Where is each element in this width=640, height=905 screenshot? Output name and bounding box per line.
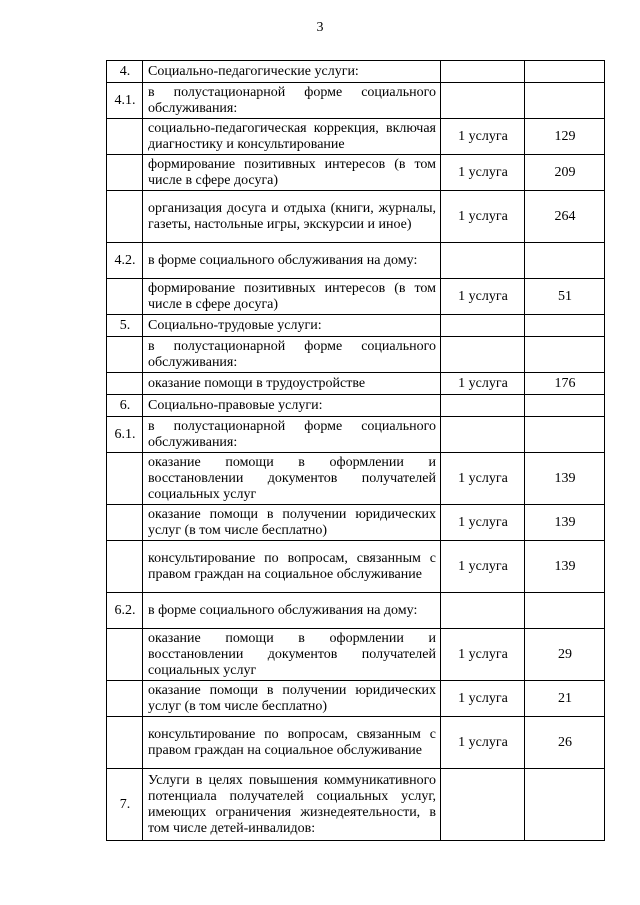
tariff-value: 26 <box>525 717 605 769</box>
tariff-value <box>525 83 605 119</box>
row-number: 4.1. <box>107 83 143 119</box>
service-name: в полустационарной форме социального обслуживания: <box>143 417 441 453</box>
tariff-value <box>525 593 605 629</box>
row-number: 5. <box>107 315 143 337</box>
service-name: оказание помощи в получении юридических услуг (в том числе бесплатно) <box>143 505 441 541</box>
unit-cell: 1 услуга <box>441 373 525 395</box>
service-name: оказание помощи в оформлении и восстановлении документов получателей социальных услуг <box>143 453 441 505</box>
unit-cell: 1 услуга <box>441 155 525 191</box>
unit-cell: 1 услуга <box>441 453 525 505</box>
unit-cell: 1 услуга <box>441 279 525 315</box>
tariff-value: 139 <box>525 453 605 505</box>
row-number <box>107 373 143 395</box>
service-name: оказание помощи в получении юридических услуг (в том числе бесплатно) <box>143 681 441 717</box>
tariff-value <box>525 61 605 83</box>
service-name: оказание помощи в трудоустройстве <box>143 373 441 395</box>
row-number <box>107 453 143 505</box>
row-number <box>107 337 143 373</box>
service-name: в полустационарной форме социального обслуживания: <box>143 337 441 373</box>
table-row <box>107 629 605 681</box>
unit-cell: 1 услуга <box>441 191 525 243</box>
service-name: формирование позитивных интересов (в том числе в сфере досуга) <box>143 155 441 191</box>
unit-cell: 1 услуга <box>441 629 525 681</box>
table-row <box>107 373 605 395</box>
table-row <box>107 717 605 769</box>
table-row <box>107 61 605 83</box>
unit-cell <box>441 315 525 337</box>
service-name: в форме социального обслуживания на дому: <box>143 243 441 279</box>
service-name: в форме социального обслуживания на дому: <box>143 593 441 629</box>
tariff-value: 209 <box>525 155 605 191</box>
service-name: Социально-педагогические услуги: <box>143 61 441 83</box>
service-name: Услуги в целях повышения коммуникативного потенциала получателей социальных услуг, имеющих ограничения жизнедеятельности, в том числе детей-инвалидов: <box>143 769 441 841</box>
row-number: 7. <box>107 769 143 841</box>
services-table <box>106 60 605 841</box>
table-row <box>107 541 605 593</box>
tariff-value <box>525 769 605 841</box>
row-number <box>107 717 143 769</box>
table-row <box>107 593 605 629</box>
tariff-value: 21 <box>525 681 605 717</box>
row-number <box>107 541 143 593</box>
service-name: организация досуга и отдыха (книги, журналы, газеты, настольные игры, экскурсии и иное) <box>143 191 441 243</box>
page-number: 3 <box>316 20 324 35</box>
unit-cell <box>441 337 525 373</box>
row-number <box>107 279 143 315</box>
service-name: оказание помощи в оформлении и восстановлении документов получателей социальных услуг <box>143 629 441 681</box>
unit-cell <box>441 417 525 453</box>
table-row <box>107 279 605 315</box>
row-number <box>107 191 143 243</box>
table-row <box>107 505 605 541</box>
row-number: 6.2. <box>107 593 143 629</box>
service-name: формирование позитивных интересов (в том числе в сфере досуга) <box>143 279 441 315</box>
row-number <box>107 119 143 155</box>
service-name: консультирование по вопросам, связанным с правом граждан на социальное обслуживание <box>143 541 441 593</box>
service-name: Социально-правовые услуги: <box>143 395 441 417</box>
table-row <box>107 395 605 417</box>
unit-cell: 1 услуга <box>441 505 525 541</box>
table-row <box>107 337 605 373</box>
row-number: 6. <box>107 395 143 417</box>
unit-cell <box>441 61 525 83</box>
tariff-value: 51 <box>525 279 605 315</box>
unit-cell: 1 услуга <box>441 681 525 717</box>
table-row <box>107 243 605 279</box>
table-row <box>107 417 605 453</box>
table-row <box>107 681 605 717</box>
tariff-value: 129 <box>525 119 605 155</box>
table-row <box>107 191 605 243</box>
tariff-value <box>525 315 605 337</box>
row-number <box>107 681 143 717</box>
tariff-value <box>525 417 605 453</box>
unit-cell <box>441 593 525 629</box>
table-row <box>107 155 605 191</box>
row-number <box>107 629 143 681</box>
tariff-value: 139 <box>525 505 605 541</box>
unit-cell <box>441 243 525 279</box>
tariff-value <box>525 243 605 279</box>
table-row <box>107 315 605 337</box>
unit-cell: 1 услуга <box>441 119 525 155</box>
service-name: Социально-трудовые услуги: <box>143 315 441 337</box>
table-row <box>107 83 605 119</box>
unit-cell <box>441 769 525 841</box>
tariff-value: 139 <box>525 541 605 593</box>
unit-cell <box>441 395 525 417</box>
tariff-value <box>525 337 605 373</box>
table-row <box>107 769 605 841</box>
unit-cell: 1 услуга <box>441 717 525 769</box>
tariff-value: 264 <box>525 191 605 243</box>
tariff-value: 29 <box>525 629 605 681</box>
table-row <box>107 119 605 155</box>
row-number: 4.2. <box>107 243 143 279</box>
service-name: социально-педагогическая коррекция, включая диагностику и консультирование <box>143 119 441 155</box>
row-number: 4. <box>107 61 143 83</box>
row-number <box>107 155 143 191</box>
tariff-value: 176 <box>525 373 605 395</box>
unit-cell: 1 услуга <box>441 541 525 593</box>
service-name: в полустационарной форме социального обслуживания: <box>143 83 441 119</box>
table-row <box>107 453 605 505</box>
service-name: консультирование по вопросам, связанным с правом граждан на социальное обслуживание <box>143 717 441 769</box>
row-number <box>107 505 143 541</box>
row-number: 6.1. <box>107 417 143 453</box>
unit-cell <box>441 83 525 119</box>
tariff-value <box>525 395 605 417</box>
